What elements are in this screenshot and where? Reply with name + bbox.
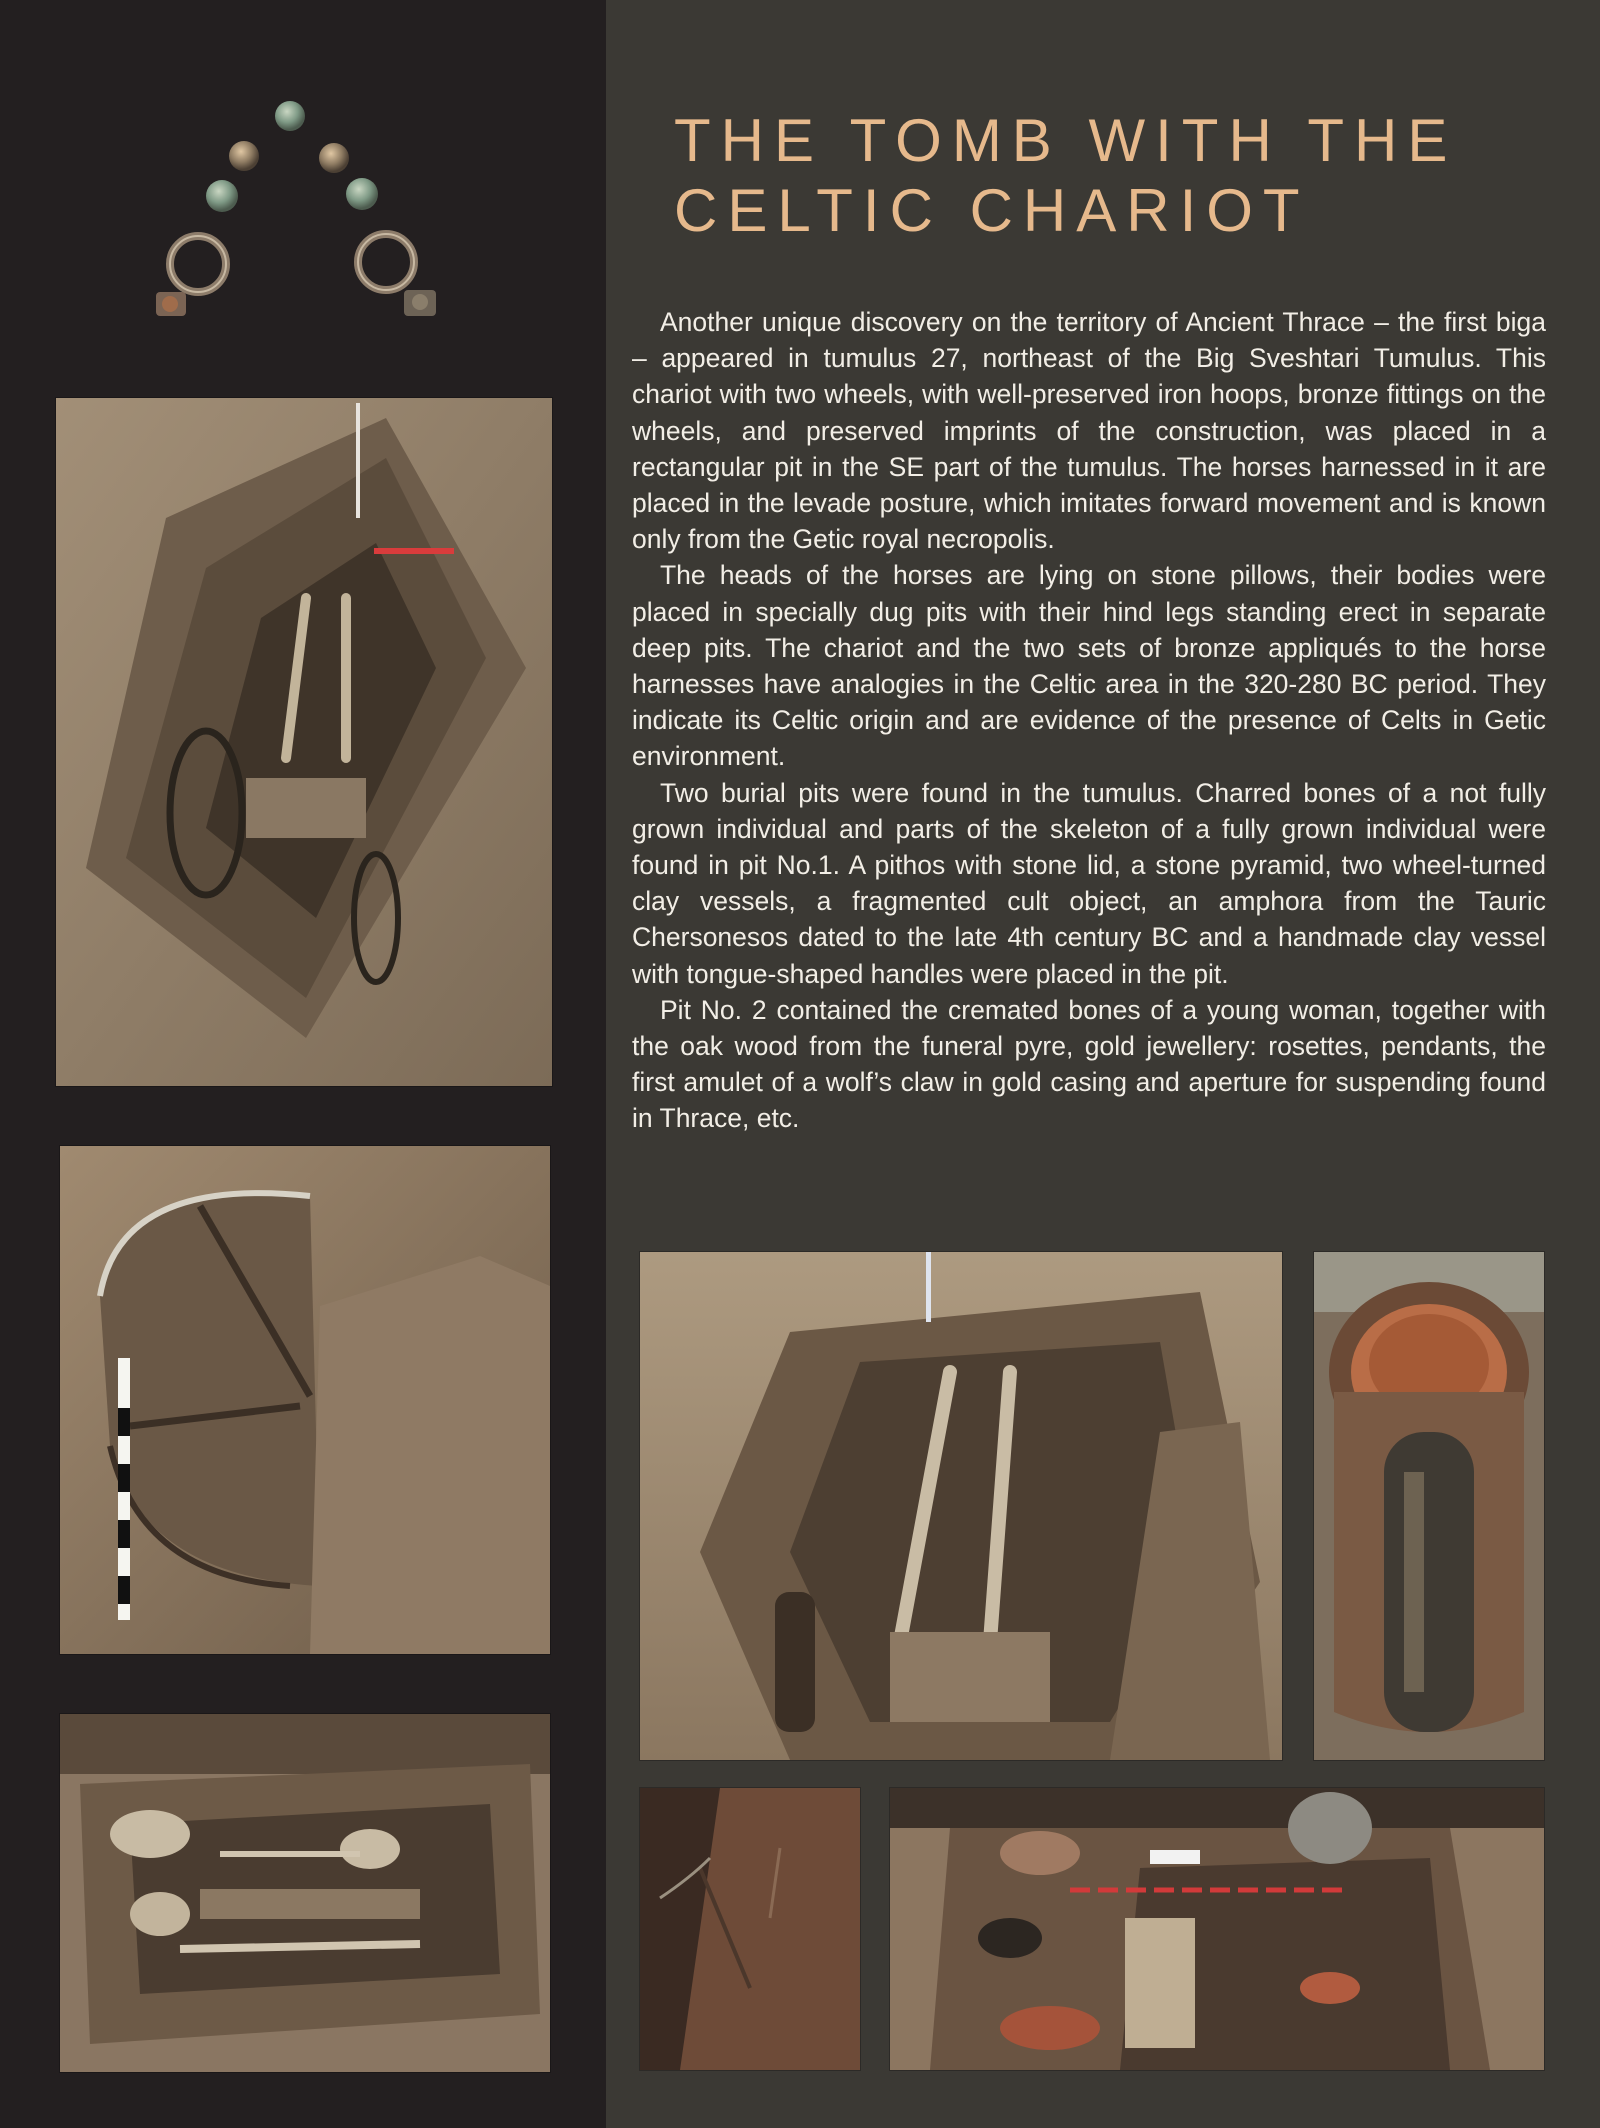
- burial-pit-vessels-photo: [890, 1788, 1544, 2070]
- pithos-vessel-photo: [1314, 1252, 1544, 1760]
- chariot-grave-overhead-photo: [56, 398, 552, 1086]
- chariot-pit-photo: [640, 1252, 1282, 1760]
- title-line-2: CELTIC CHARIOT: [674, 177, 1310, 244]
- paragraph: Pit No. 2 contained the cremated bones of a young woman, together with the oak wood from the funeral pyre, gold jewellery: rosettes, pendants, the first amulet of a wolf’s claw in gold casing and aperture for suspending found in Thrace, etc.: [632, 994, 1546, 1134]
- charred-wood-photo: [640, 1788, 860, 2070]
- bronze-appliques-photo: [148, 96, 472, 332]
- article-body: [632, 304, 1546, 1137]
- chariot-wheel-photo: [60, 1146, 550, 1654]
- horse-skeletons-photo: [60, 1714, 550, 2072]
- paragraph: Two burial pits were found in the tumulus. Charred bones of a not fully grown individual and parts of the skeleton of a fully grown individual were found in pit No.1. A pithos with stone lid, a stone pyramid, two wheel-turned clay vessels, a fragmented cult object, an amphora from the Tauric Chersonesos dated to the late 4th century BC and a handmade clay vessel with tongue-shaped handles were placed in the pit.: [632, 777, 1546, 989]
- paragraph: Another unique discovery on the territory of Ancient Thrace – the first biga – appeared in tumulus 27, northeast of the Big Sveshtari Tumulus. This chariot with two wheels, with well-preserved iron hoops, bronze fittings on the wheels, and preserved imprints of the construction, was placed in a rectangular pit in the SE part of the tumulus. The horses harnessed in it are placed in the levade posture, which imitates forward movement and is known only from the Getic royal necropolis.: [632, 307, 1546, 555]
- paragraph: The heads of the horses are lying on stone pillows, their bodies were placed in specially dug pits with their hind legs standing erect in separate deep pits. The chariot and the two sets of bronze appliqués to the horse harnesses have analogies in the Celtic area in the 320-280 BC period. They indicate its Celtic origin and are evidence of the presence of Celts in Getic environment.: [632, 560, 1546, 772]
- title-line-1: THE TOMB WITH THE: [674, 107, 1458, 174]
- page-title: [674, 106, 1554, 246]
